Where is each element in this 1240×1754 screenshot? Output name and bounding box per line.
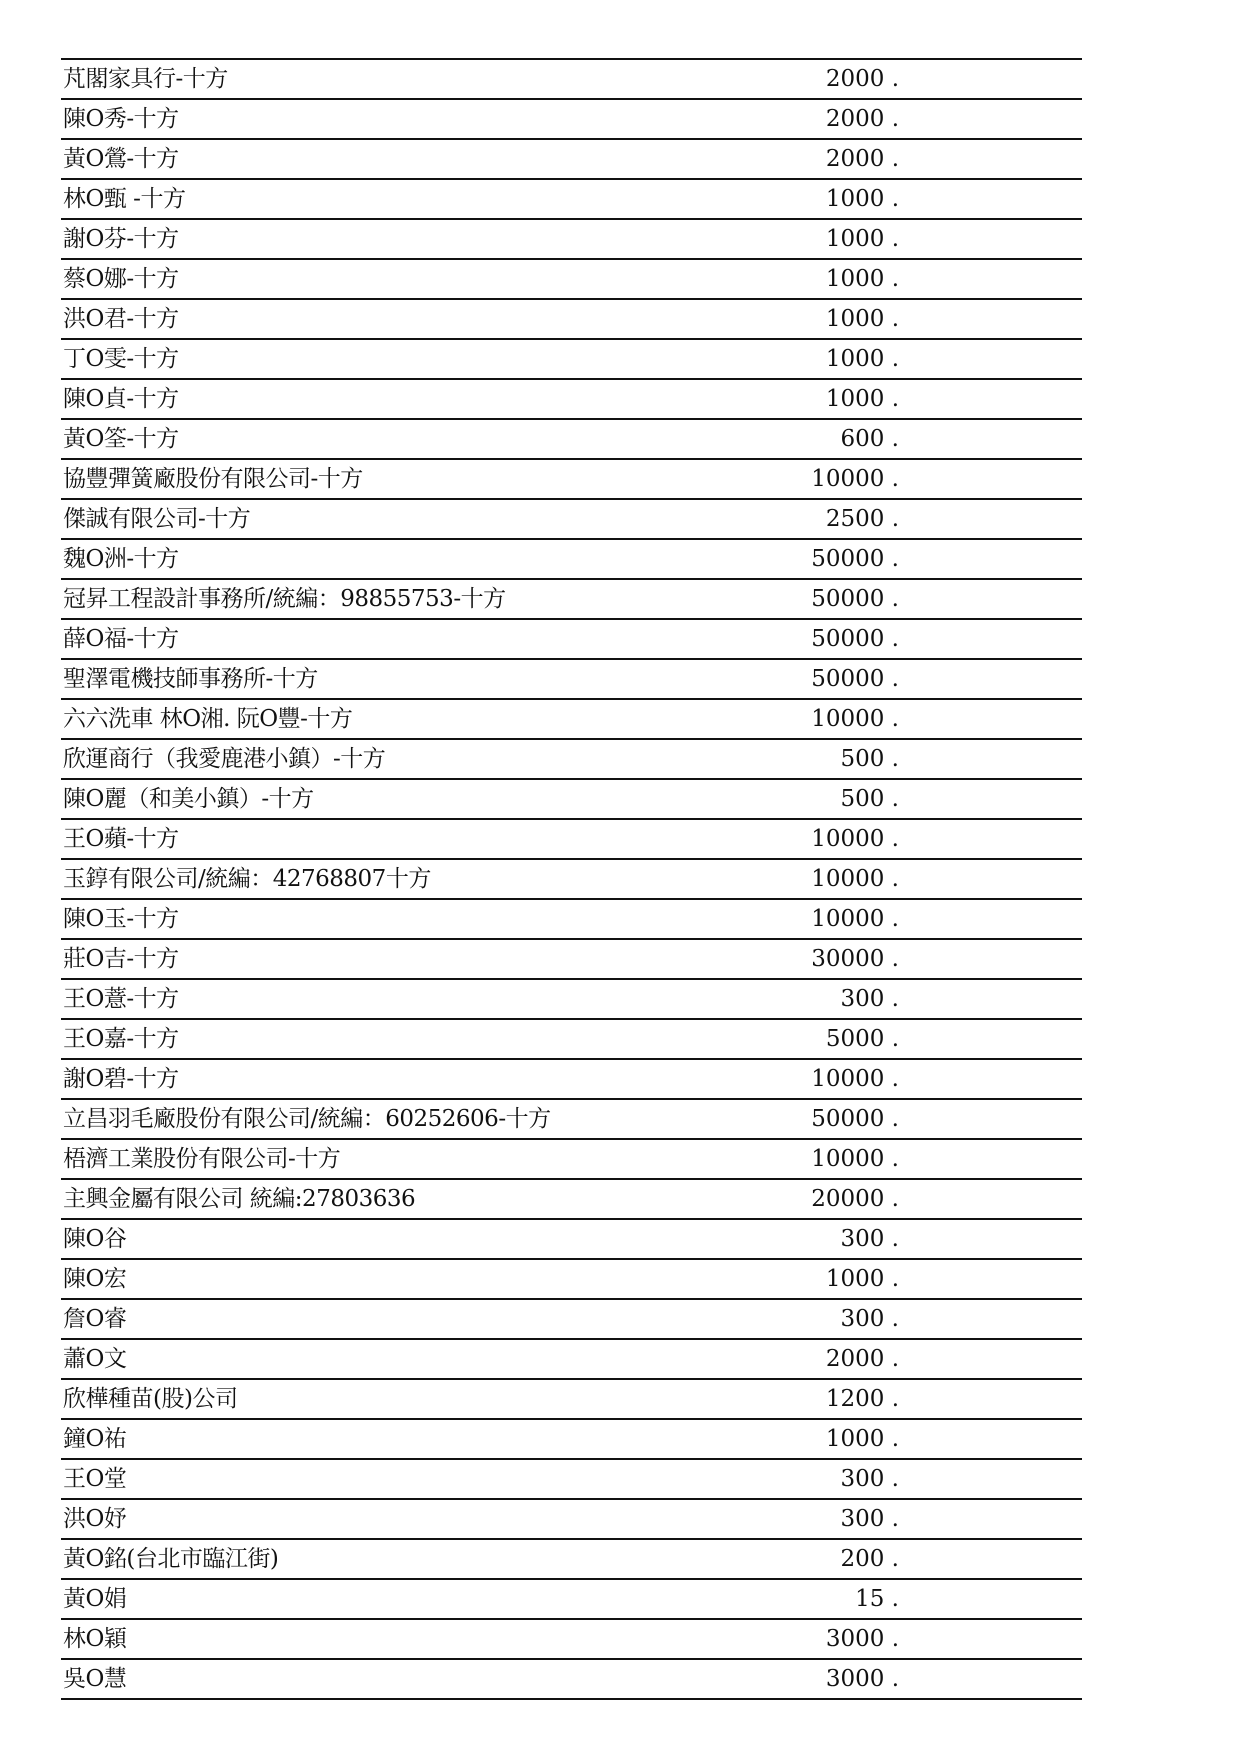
table-row bbox=[61, 260, 1082, 300]
donor-name: 吳O慧 bbox=[63, 1666, 127, 1692]
donation-amount: 300 . bbox=[840, 986, 899, 1012]
donor-name: 協豐彈簧廠股份有限公司-十方 bbox=[63, 466, 363, 492]
donor-name: 陳O宏 bbox=[63, 1266, 127, 1292]
table-row bbox=[61, 1020, 1082, 1060]
table-row bbox=[61, 740, 1082, 780]
donor-name: 陳O玉-十方 bbox=[63, 906, 179, 932]
donor-name: 蔡O娜-十方 bbox=[63, 266, 179, 292]
table-row bbox=[61, 1060, 1082, 1100]
donation-amount: 10000 . bbox=[811, 906, 899, 932]
donor-name: 王O堂 bbox=[63, 1466, 127, 1492]
table-row bbox=[61, 1420, 1082, 1460]
table-row bbox=[61, 1620, 1082, 1660]
donor-name: 魏O洲-十方 bbox=[63, 546, 179, 572]
table-row bbox=[61, 900, 1082, 940]
table-row bbox=[61, 1260, 1082, 1300]
donation-amount: 10000 . bbox=[811, 1066, 899, 1092]
table-row bbox=[61, 820, 1082, 860]
donation-amount: 3000 . bbox=[825, 1626, 899, 1652]
table-row bbox=[61, 100, 1082, 140]
table-row bbox=[61, 1540, 1082, 1580]
donation-amount: 1000 . bbox=[825, 346, 899, 372]
donor-name: 莊O吉-十方 bbox=[63, 946, 179, 972]
donor-name: 洪O妤 bbox=[63, 1506, 127, 1532]
donor-name: 王O薏-十方 bbox=[63, 986, 179, 1012]
donation-amount: 20000 . bbox=[811, 1186, 899, 1212]
donor-name: 丁O雯-十方 bbox=[63, 346, 179, 372]
donor-name: 薛O福-十方 bbox=[63, 626, 179, 652]
donation-amount: 5000 . bbox=[825, 1026, 899, 1052]
table-row bbox=[61, 1220, 1082, 1260]
donation-amount: 15 . bbox=[855, 1586, 899, 1612]
table-row bbox=[61, 980, 1082, 1020]
donor-name: 芃閣家具行-十方 bbox=[63, 66, 228, 92]
table-row bbox=[61, 1460, 1082, 1500]
table-row bbox=[61, 340, 1082, 380]
donation-amount: 300 . bbox=[840, 1466, 899, 1492]
donation-amount: 300 . bbox=[840, 1506, 899, 1532]
donor-name: 欣運商行（我愛鹿港小鎮）-十方 bbox=[63, 746, 386, 772]
donation-amount: 500 . bbox=[840, 746, 899, 772]
donor-name: 黃O鶯-十方 bbox=[63, 146, 179, 172]
donation-amount: 600 . bbox=[840, 426, 899, 452]
donation-amount: 2000 . bbox=[825, 1346, 899, 1372]
donation-amount: 1200 . bbox=[825, 1386, 899, 1412]
table-row bbox=[61, 220, 1082, 260]
donation-table bbox=[61, 58, 1082, 1700]
table-row bbox=[61, 860, 1082, 900]
table-row bbox=[61, 1380, 1082, 1420]
donation-amount: 1000 . bbox=[825, 386, 899, 412]
table-row bbox=[61, 540, 1082, 580]
donor-name: 主興金屬有限公司 統編:27803636 bbox=[63, 1186, 416, 1212]
table-row bbox=[61, 1340, 1082, 1380]
donor-name: 王O蘋-十方 bbox=[63, 826, 179, 852]
donor-name: 謝O碧-十方 bbox=[63, 1066, 179, 1092]
donation-amount: 10000 . bbox=[811, 706, 899, 732]
donor-name: 鐘O祐 bbox=[63, 1426, 127, 1452]
donor-name: 謝O芬-十方 bbox=[63, 226, 179, 252]
table-row bbox=[61, 940, 1082, 980]
table-row bbox=[61, 700, 1082, 740]
donor-name: 梧濟工業股份有限公司-十方 bbox=[63, 1146, 341, 1172]
donation-amount: 2000 . bbox=[825, 106, 899, 132]
donation-amount: 50000 . bbox=[811, 666, 899, 692]
donor-name: 林O甄 -十方 bbox=[63, 186, 186, 212]
donor-name: 陳O谷 bbox=[63, 1226, 127, 1252]
donation-amount: 1000 . bbox=[825, 186, 899, 212]
donor-name: 聖澤電機技師事務所-十方 bbox=[63, 666, 318, 692]
donation-amount: 50000 . bbox=[811, 546, 899, 572]
donor-name: 傑誠有限公司-十方 bbox=[63, 506, 251, 532]
table-row bbox=[61, 140, 1082, 180]
donation-amount: 300 . bbox=[840, 1306, 899, 1332]
donation-amount: 30000 . bbox=[811, 946, 899, 972]
table-row bbox=[61, 300, 1082, 340]
donation-amount: 50000 . bbox=[811, 1106, 899, 1132]
donation-amount: 10000 . bbox=[811, 866, 899, 892]
donation-amount: 3000 . bbox=[825, 1666, 899, 1692]
donor-name: 陳O麗（和美小鎮）-十方 bbox=[63, 786, 314, 812]
donation-amount: 2000 . bbox=[825, 66, 899, 92]
donation-amount: 10000 . bbox=[811, 826, 899, 852]
donation-amount: 1000 . bbox=[825, 266, 899, 292]
donation-amount: 1000 . bbox=[825, 226, 899, 252]
donation-amount: 300 . bbox=[840, 1226, 899, 1252]
donation-amount: 10000 . bbox=[811, 466, 899, 492]
donor-name: 冠昇工程設計事務所/統編：98855753-十方 bbox=[63, 586, 506, 612]
table-row bbox=[61, 1180, 1082, 1220]
donation-amount: 200 . bbox=[840, 1546, 899, 1572]
donation-amount: 2000 . bbox=[825, 146, 899, 172]
table-row bbox=[61, 580, 1082, 620]
donation-amount: 1000 . bbox=[825, 1266, 899, 1292]
donor-name: 林O穎 bbox=[63, 1626, 127, 1652]
donor-name: 詹O睿 bbox=[63, 1306, 127, 1332]
donor-name: 六六洗車 林O湘. 阮O豐-十方 bbox=[63, 706, 353, 732]
donor-name: 陳O秀-十方 bbox=[63, 106, 179, 132]
table-row bbox=[61, 1660, 1082, 1700]
table-row bbox=[61, 1140, 1082, 1180]
donor-name: 黃O筌-十方 bbox=[63, 426, 179, 452]
table-row bbox=[61, 1580, 1082, 1620]
donor-name: 王O嘉-十方 bbox=[63, 1026, 179, 1052]
donor-name: 欣樺種苗(股)公司 bbox=[63, 1386, 238, 1412]
donation-amount: 1000 . bbox=[825, 306, 899, 332]
donor-name: 黃O銘(台北市臨江街) bbox=[63, 1546, 279, 1572]
donor-name: 蕭O文 bbox=[63, 1346, 127, 1372]
table-row bbox=[61, 1300, 1082, 1340]
donor-name: 立昌羽毛廠股份有限公司/統編：60252606-十方 bbox=[63, 1106, 551, 1132]
donor-name: 玉錞有限公司/統編：42768807十方 bbox=[63, 866, 431, 892]
donation-amount: 10000 . bbox=[811, 1146, 899, 1172]
table-row bbox=[61, 460, 1082, 500]
table-row bbox=[61, 620, 1082, 660]
table-row bbox=[61, 1100, 1082, 1140]
donation-amount: 50000 . bbox=[811, 586, 899, 612]
donor-name: 洪O君-十方 bbox=[63, 306, 179, 332]
donation-amount: 500 . bbox=[840, 786, 899, 812]
table-row bbox=[61, 500, 1082, 540]
table-row bbox=[61, 60, 1082, 100]
donor-name: 黃O娟 bbox=[63, 1586, 127, 1612]
table-row bbox=[61, 420, 1082, 460]
donor-name: 陳O貞-十方 bbox=[63, 386, 179, 412]
table-row bbox=[61, 180, 1082, 220]
donation-amount: 2500 . bbox=[825, 506, 899, 532]
table-row bbox=[61, 780, 1082, 820]
donation-amount: 50000 . bbox=[811, 626, 899, 652]
table-row bbox=[61, 660, 1082, 700]
table-row bbox=[61, 1500, 1082, 1540]
donation-amount: 1000 . bbox=[825, 1426, 899, 1452]
table-row bbox=[61, 380, 1082, 420]
